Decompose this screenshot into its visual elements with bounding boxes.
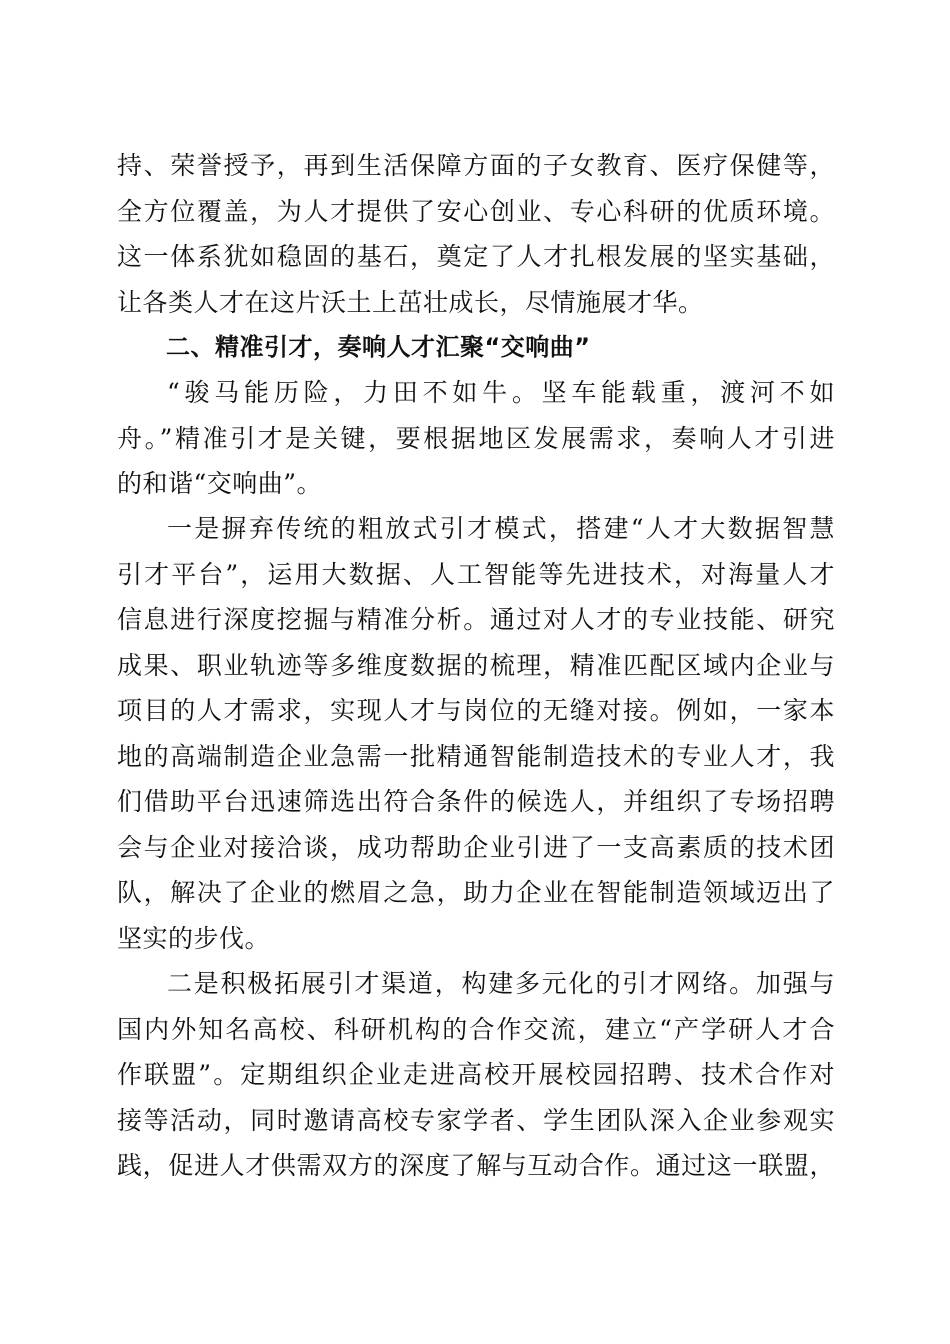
text-line: 持、荣誉授予，再到生活保障方面的子女教育、医疗保健等， <box>117 151 835 180</box>
text-line: 的和谐“交响曲”。 <box>117 469 323 498</box>
text-line: 让各类人才在这片沃土上茁壮成长，尽情施展才华。 <box>117 287 704 317</box>
text-line: 们借助平台迅速筛选出符合条件的候选人，并组织了专场招聘 <box>117 787 835 816</box>
paragraph-channels <box>117 961 835 1189</box>
text-line: 会与企业对接洽谈，成功帮助企业引进了一支高素质的技术团 <box>117 832 835 862</box>
text-line: 坚实的步伐。 <box>117 923 271 953</box>
text-line: 舟。”精准引才是关键，要根据地区发展需求，奏响人才引进 <box>117 423 835 453</box>
paragraph-quote <box>117 370 835 507</box>
text-line: 这一体系犹如稳固的基石，奠定了人才扎根发展的坚实基础， <box>117 242 835 271</box>
text-line: 地的高端制造企业急需一批精通智能制造技术的专业人才，我 <box>117 741 835 771</box>
text-line: 一是摒弃传统的粗放式引才模式，搭建“人才大数据智慧 <box>167 514 835 543</box>
text-line: 成果、职业轨迹等多维度数据的梳理，精准匹配区域内企业与 <box>117 650 835 680</box>
text-line: 践，促进人才供需双方的深度了解与互动合作。通过这一联盟， <box>117 1151 835 1180</box>
text-line: 队，解决了企业的燃眉之急，助力企业在智能制造领域迈出了 <box>117 878 835 907</box>
text-line: 国内外知名高校、科研机构的合作交流，建立“产学研人才合 <box>117 1014 835 1044</box>
text-line: 二是积极拓展引才渠道，构建多元化的引才网络。加强与 <box>167 969 835 998</box>
text-line: 接等活动，同时邀请高校专家学者、学生团队深入企业参观实 <box>117 1105 835 1135</box>
text-line: 全方位覆盖，为人才提供了安心创业、专心科研的优质环境。 <box>117 196 835 226</box>
text-line: 项目的人才需求，实现人才与岗位的无缝对接。例如，一家本 <box>117 696 835 725</box>
text-line: 作联盟”。定期组织企业走进高校开展校园招聘、技术合作对 <box>117 1060 835 1089</box>
paragraph-talent-system <box>117 143 835 325</box>
text-line: 信息进行深度挖掘与精准分析。通过对人才的专业技能、研究 <box>117 605 835 634</box>
text-line: “骏马能历险，力田不如牛。坚车能载重，渡河不如 <box>167 378 835 407</box>
text-line: 引才平台”，运用大数据、人工智能等先进技术，对海量人才 <box>117 559 835 589</box>
paragraph-platform <box>117 506 835 961</box>
section-heading: 二、精准引才，奏响人才汇聚“交响曲” <box>166 333 591 361</box>
